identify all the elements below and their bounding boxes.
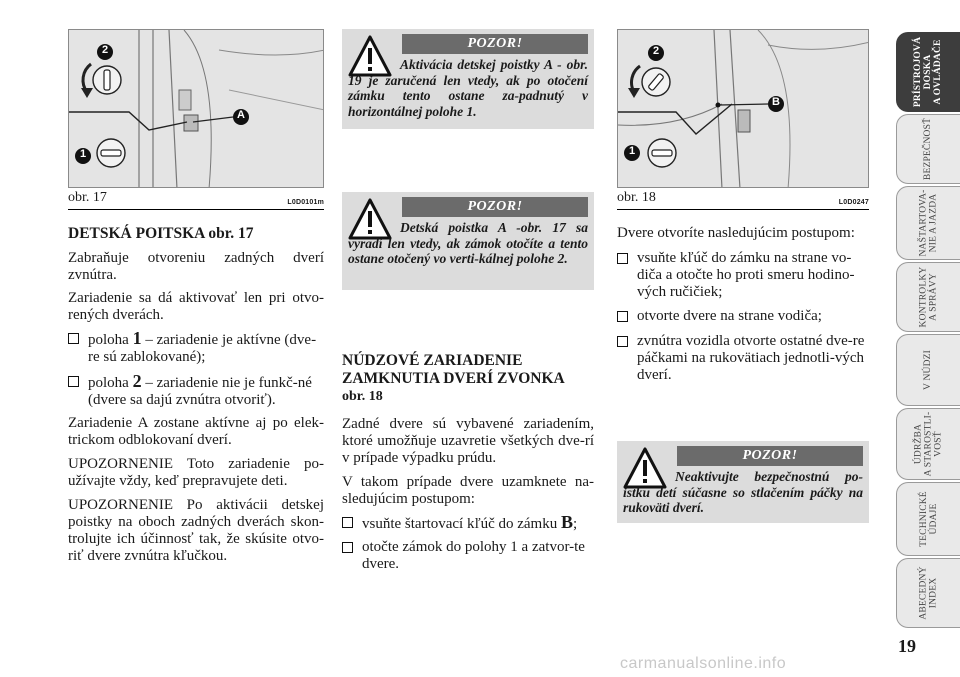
- tab-label: ABECEDNÝ INDEX: [918, 566, 939, 620]
- section-title-emergency-lock: [342, 352, 594, 406]
- figure-18-caption-text: obr. 18: [617, 190, 656, 205]
- figure-17-label-1: 1: [79, 148, 87, 160]
- position-number: 1: [132, 328, 142, 348]
- checkbox-bullet-icon: [342, 542, 353, 553]
- tab-label: NAŠTARTOVA- NIE A JAZDA: [918, 189, 939, 257]
- paragraph: V takom prípade dvere uzamknete na-sledujúcim postupom:: [342, 474, 594, 507]
- warning-text: Detská poistka A -obr. 17 sa vyradí len vtedy, ak zámok otočíte a tento ostane otočený vo verti-kálnej polohe 2.: [348, 220, 588, 266]
- checkbox-bullet-icon: [68, 376, 79, 387]
- figure-17-caption: [68, 190, 324, 206]
- checkbox-bullet-icon: [342, 517, 353, 528]
- list-item-text: ;: [572, 516, 578, 532]
- title-line: NÚDZOVÉ ZARIADENIE: [342, 352, 523, 369]
- tab-label: BEZPEČNOSŤ: [923, 117, 934, 181]
- checkbox-bullet-icon: [617, 311, 628, 322]
- tab-label: ÚDRŽBA A STAROSTLI- VOSŤ: [913, 411, 944, 477]
- paragraph-warning: UPOZORNENIE Po aktivácii detskej poistky na oboch zadných dverách skon-trolujte ich účinnosť tak, že skúsite otvo-riť dvere zvnútra kľučkou.: [68, 497, 324, 564]
- figure-17-label-A: A: [237, 109, 245, 121]
- warning-text: Aktivácia detskej poistky A - obr. 19 je zaručená len vtedy, ak po otočení zámku tento ostane za-padnutý v horizontálnej polohe 1.: [348, 57, 588, 119]
- list-item-text: – zariadenie je aktívne (dve-re sú zablokované);: [88, 332, 317, 365]
- figure-18-code: L0D0247: [838, 199, 869, 206]
- list-item-text: otočte zámok do polohy 1 a zatvor-te dvere.: [362, 539, 585, 572]
- figure-17-label-2: 2: [101, 44, 109, 56]
- list-item-text: otvorte dvere na strane vodiča;: [637, 308, 822, 324]
- warning-header: POZOR!: [402, 197, 588, 217]
- tab-warning-lights[interactable]: [896, 262, 960, 332]
- figure-18-label-2: 2: [652, 45, 660, 57]
- figure-18-rule: [617, 209, 869, 210]
- watermark: carmanualsonline.info: [620, 655, 787, 672]
- list-item: [617, 308, 869, 325]
- figure-17: [68, 29, 324, 188]
- paragraph: Zariadenie sa dá aktivovať len pri otvo-rených dverách.: [68, 290, 324, 323]
- warning-box-1: [342, 29, 594, 129]
- list-item: [68, 373, 324, 409]
- list-item-text: vsuňte štartovací kľúč do zámku: [362, 516, 561, 532]
- tab-emergency[interactable]: [896, 334, 960, 406]
- tab-maintenance[interactable]: [896, 408, 960, 480]
- paragraph-warning: UPOZORNENIE Toto zariadenie po-užívajte vždy, keď prepravujete deti.: [68, 456, 324, 489]
- lock-label: B: [560, 512, 573, 532]
- list-item-text: poloha: [88, 375, 133, 391]
- list-item-text: – zariadenie nie je funkč-né (dvere sa dajú zvnútra otvoriť).: [88, 375, 312, 408]
- figure-17-rule: [68, 209, 324, 210]
- figure-18-label-B: B: [772, 96, 780, 108]
- list-item: [342, 539, 594, 573]
- list-item: [342, 514, 594, 533]
- tab-dashboard-controls[interactable]: [896, 32, 960, 112]
- list-item-text: vsuňte kľúč do zámku na strane vo-diča a otočte ho proti smeru hodino-vých ručičiek;: [637, 250, 855, 300]
- section-title-child-lock: DETSKÁ POITSKA obr. 17: [68, 225, 254, 242]
- warning-header: POZOR!: [677, 446, 863, 466]
- figure-18: [617, 29, 869, 188]
- figure-17-caption-text: obr. 17: [68, 190, 107, 205]
- tab-label: V NÚDZI: [923, 349, 934, 391]
- page-number: 19: [898, 636, 916, 656]
- figure-18-caption: [617, 190, 869, 206]
- warning-box-2: [342, 192, 594, 290]
- position-number: 2: [132, 371, 142, 391]
- tab-starting-driving[interactable]: [896, 186, 960, 260]
- tab-label: TECHNICKÉ ÚDAJE: [918, 491, 939, 547]
- figure-17-code: L0D0101m: [287, 199, 324, 206]
- checkbox-bullet-icon: [68, 333, 79, 344]
- figure-18-label-1: 1: [628, 145, 636, 157]
- tab-safety[interactable]: [896, 114, 960, 184]
- list-item-text: poloha: [88, 332, 133, 348]
- tab-technical-data[interactable]: [896, 482, 960, 556]
- checkbox-bullet-icon: [617, 336, 628, 347]
- tab-label: KONTROLKY A SPRÁVY: [918, 266, 939, 328]
- title-line: obr. 18: [342, 389, 383, 404]
- list-item: [68, 330, 324, 366]
- title-line: ZAMKNUTIA DVERÍ ZVONKA: [342, 370, 565, 387]
- tab-index[interactable]: [896, 558, 960, 628]
- paragraph: Zabraňuje otvoreniu zadných dverí zvnútra.: [68, 250, 324, 283]
- paragraph: Zadné dvere sú vybavené zariadením, ktoré umožňuje uzavretie všetkých dve-rí v prípade výpadku prúdu.: [342, 416, 594, 466]
- tab-label: PRÍSTROJOVÁ DOSKA A OVLÁDAČE: [913, 36, 944, 108]
- list-item-text: zvnútra vozidla otvorte ostatné dve-re páčkami na rukovätiach jednotli-vých dverí.: [637, 333, 865, 383]
- warning-box-3: [617, 441, 869, 523]
- checkbox-bullet-icon: [617, 253, 628, 264]
- list-item: [617, 250, 869, 301]
- paragraph: Zariadenie A zostane aktívne aj po elek-trickom odblokovaní dverí.: [68, 415, 324, 448]
- paragraph: Dvere otvoríte nasledujúcim postupom:: [617, 225, 855, 241]
- list-item: [617, 333, 869, 384]
- warning-header: POZOR!: [402, 34, 588, 54]
- warning-text: Neaktivujte bezpečnostnú po-istku detí súčasne so stlačením páčky na rukoväti dverí.: [623, 469, 863, 515]
